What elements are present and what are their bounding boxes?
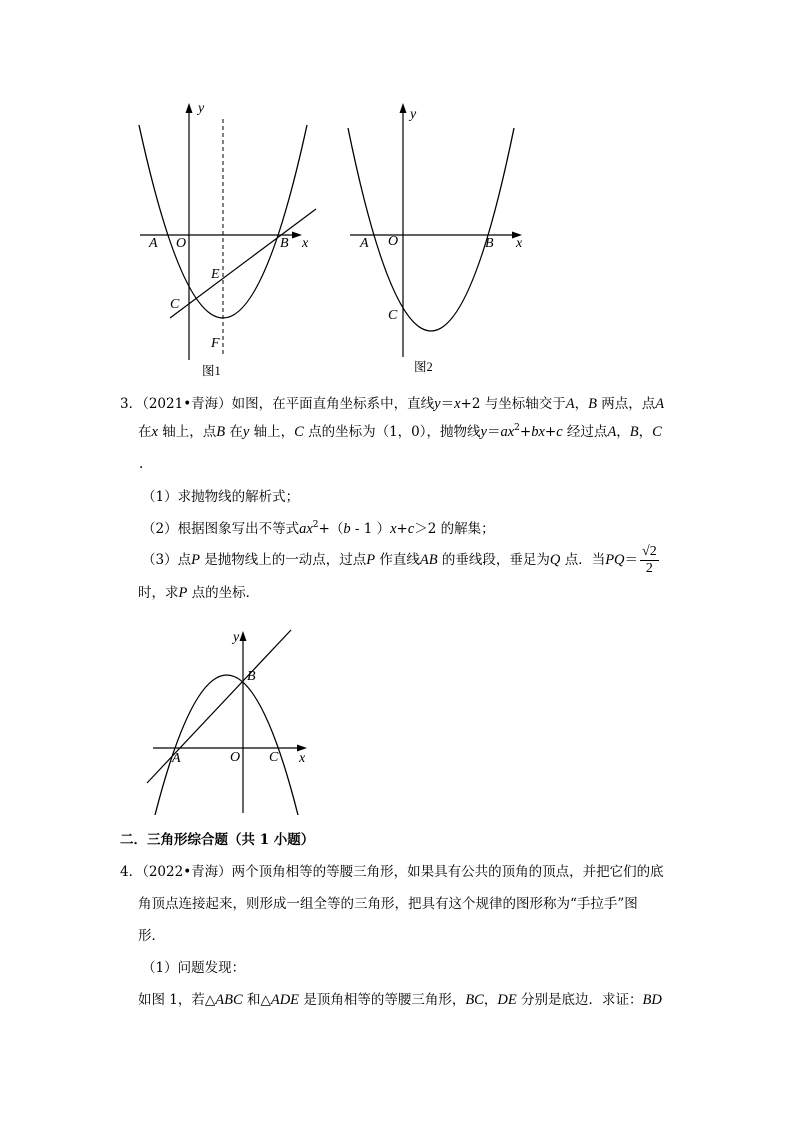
fig2-label-o: O [388,234,399,249]
q3-sub-1: （1）求抛物线的解析式； [142,489,300,505]
q4-line-3: 形． [138,928,165,944]
q3-sub-2: （2）根据图象写出不等式$ax^2+(b - 1$ ）x+c＞2 的解集； [142,520,495,537]
fig2-label-a: A [360,236,369,251]
fig1-label-o: O [176,236,187,251]
figure-1 [130,95,330,385]
fig1-label-y: y [198,101,205,116]
fig1-y-arrow-icon [186,103,193,113]
q4-line-1: 4．（2022•青海）两个顶角相等的等腰三角形，如果具有公共的顶角的顶点，并把它们的底 [120,864,664,880]
q3-fraction: $\frac{√2}{2}$ [642,544,657,576]
fig3-label-x: x [299,751,306,766]
fig2-parabola [348,128,514,331]
fig3-label-c: C [269,750,279,765]
fig3-label-o: O [230,750,241,765]
fig1-label-e: E [211,267,220,282]
fig1-label-f: F [211,336,220,351]
q3-line-3: . [139,456,144,472]
q4-sub-1: （1）问题发现： [142,960,246,976]
fig3-y-arrow-icon [240,631,247,641]
fig2-y-arrow-icon [400,103,407,113]
q3-line-2: 在x 轴上，点B 在y 轴上，C 点的坐标为（1，0），抛物线$y=ax^2+bx+c$ 经过点A，B，C [138,423,662,440]
fig2-label-c: C [388,308,398,323]
fig1-label-c: C [170,297,180,312]
fig1-label-a: A [149,236,158,251]
q4-line-4: 如图 1，若△ABC 和△ADE 是顶角相等的等腰三角形，BC，DE 分别是底边．求证：BD [138,992,662,1008]
fig1-label-b: B [280,236,289,251]
figure-3 [145,625,315,815]
fig3-label-b: B [247,669,256,684]
q4-line-2: 角顶点连接起来，则形成一组全等的三角形，把具有这个规律的图形称为“手拉手”图 [138,896,638,912]
figure-2 [340,95,540,385]
fig1-label-x: x [302,236,309,251]
fig2-label-x: x [516,236,523,251]
fig2-caption: 图2 [414,360,433,374]
fig2-label-y: y [410,107,417,122]
fig3-label-a: A [172,751,181,766]
fig1-line-bc [170,209,316,318]
section-2-heading: 二．三角形综合题（共 1 小题） [120,832,315,848]
fig3-label-y: y [233,630,240,645]
q3-line-1: 3．（2021•青海）如图，在平面直角坐标系中，直线y＝x+2 与坐标轴交于A，B 两点，点A [120,396,665,412]
q3-sub-3-cont: 时，求P 点的坐标． [138,585,260,601]
fig1-caption: 图1 [202,364,221,378]
fig1-x-arrow-icon [292,232,302,239]
q3-sub-3: （3）点P 是抛物线上的一动点，过点P 作直线AB 的垂线段，垂足为Q 点．当PQ＝ $\frac{√2}{2}$ [142,544,657,576]
fig2-label-b: B [485,236,494,251]
fig3-parabola [155,675,298,815]
